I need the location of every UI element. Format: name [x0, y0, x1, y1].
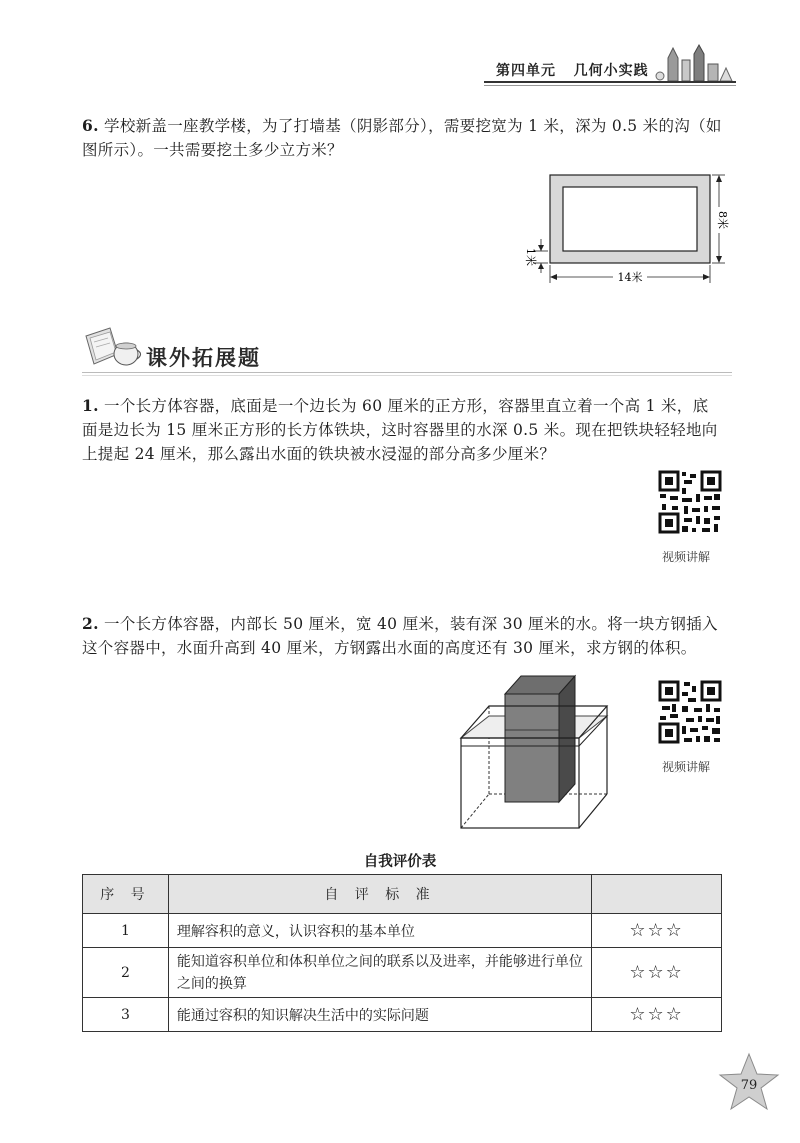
qr-caption: 视频讲解: [662, 760, 711, 774]
row-criterion: 能通过容积的知识解决生活中的实际问题: [168, 998, 591, 1032]
height-dimension-label: 8米: [716, 211, 729, 229]
problem-number: 1.: [82, 396, 99, 415]
star-rating[interactable]: ☆☆☆: [592, 914, 722, 948]
qr-code-icon[interactable]: [658, 470, 722, 534]
star-rating[interactable]: ☆☆☆: [592, 948, 722, 998]
unit-header: [496, 60, 649, 80]
column-header-criterion: 自 评 标 准: [168, 875, 591, 914]
problem-number: 6.: [82, 116, 99, 135]
table-header-row: [83, 875, 722, 914]
header-rule: [484, 81, 736, 83]
section-rule-thin: [82, 375, 732, 376]
pencil-decoration-icon: [654, 44, 742, 82]
evaluation-table: [82, 874, 722, 1032]
row-number: 2: [83, 948, 169, 998]
extension-problem-1: [82, 394, 722, 466]
unit-label: 第四单元: [496, 63, 556, 79]
problem-number: 2.: [82, 614, 99, 633]
wall-foundation-diagram: [505, 165, 730, 290]
header-rule-thin: [484, 85, 736, 86]
row-number: 3: [83, 998, 169, 1032]
column-header-number: 序 号: [83, 875, 169, 914]
row-criterion: 能知道容积单位和体积单位之间的联系以及进率，并能够进行单位之间的换算: [168, 948, 591, 998]
section-title: 课外拓展题: [146, 346, 261, 370]
book-cup-icon: [82, 326, 144, 372]
problem-text: 学校新盖一座教学楼，为了打墙基（阴影部分），需要挖宽为 1 米，深为 0.5 米的沟（如图所示）。一共需要挖土多少立方米？: [82, 117, 722, 159]
row-number: 1: [83, 914, 169, 948]
problem-text: 一个长方体容器，底面是一个边长为 60 厘米的正方形，容器里直立着一个高 1 米，底面是边长为 15 厘米正方形的长方体铁块，这时容器里的水深 0.5 米。现在把铁块轻轻地向上提起 24 厘米，那么露出水面的铁块被水浸湿的部分高多少厘米？: [82, 397, 718, 463]
page-number: 79: [740, 1078, 758, 1093]
table-row: [83, 998, 722, 1032]
evaluation-title: 自我评价表: [363, 854, 437, 870]
width-dimension-label: 14米: [617, 271, 643, 284]
container-steel-diagram: [455, 672, 615, 834]
topic-label: 几何小实践: [573, 63, 649, 79]
qr-code-icon[interactable]: [658, 680, 722, 744]
star-rating[interactable]: ☆☆☆: [592, 998, 722, 1032]
row-criterion: 理解容积的意义，认识容积的基本单位: [168, 914, 591, 948]
column-header-rating: [592, 875, 722, 914]
problem-6: [82, 114, 722, 162]
table-row: [83, 914, 722, 948]
section-rule: [82, 372, 732, 373]
inner-rectangle: [563, 187, 697, 251]
problem-text: 一个长方体容器，内部长 50 厘米，宽 40 厘米，装有深 30 厘米的水。将一块方钢插入这个容器中，水面升高到 40 厘米，方钢露出水面的高度还有 30 厘米，求方钢的体积。: [82, 615, 718, 657]
qr-caption: 视频讲解: [662, 550, 711, 564]
table-row: [83, 948, 722, 998]
extension-problem-2: [82, 612, 722, 660]
thickness-dimension-label: 1米: [524, 248, 537, 266]
